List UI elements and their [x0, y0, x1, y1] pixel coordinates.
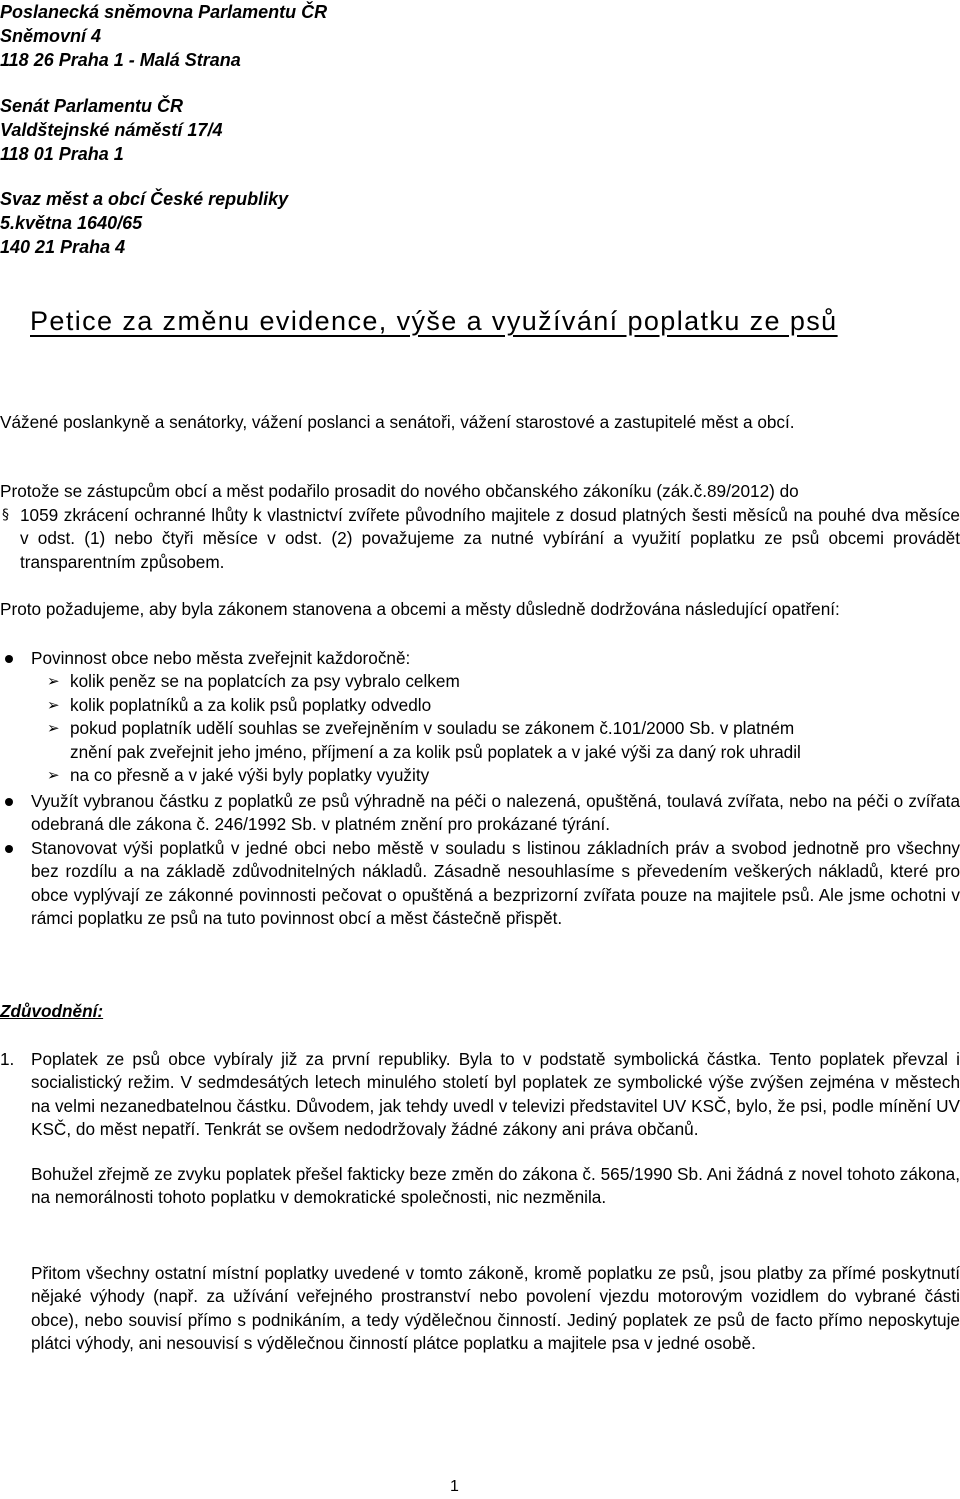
- reason-1: Poplatek ze psů obce vybíraly již za první republiky. Byla to v podstatě symbolická částka. Tento poplatek převzal i socialistický režim. V sedmdesátých letech minulého století byl poplatek ze symbolické výše zvýšen zejména v městech na velmi nezanedbatelnou částku. Důvodem, jak tehdy uvedl v televizi představitel UV KSČ, bylo, že psi, podle mínění UV KSČ, do měst nepatří. Tenkrát se ovšem nedodržovaly žádné zákony ani práva občanů.: [31, 1049, 960, 1140]
- arrow-bullet-icon: ➢: [47, 767, 60, 784]
- reason-1-paragraph-3: Přitom všechny ostatní místní poplatky uvedené v tomto zákoně, kromě poplatku ze psů, jsou platby za přímé poskytnutí nějaké výhody (např. za užívání veřejného prostranství nebo povolení vjezdu motorovým vozidlem do vybrané části obce), nebo souvisí přímo s podnikáním, a tedy výdělečnou činností. Jediný poplatek ze psů de facto přímo neposkytuje plátci výhody, ani nesouvisí s výdělečnou činností plátce poplatku a majitele psa v jedné osobě.: [31, 1263, 960, 1354]
- page-number: 1: [450, 1478, 459, 1495]
- demand-intro: Proto požadujeme, aby byla zákonem stanovena a obcemi a městy důsledně dodržována následující opatření:: [0, 599, 840, 619]
- sub-item-4: na co přesně a v jaké výši byly poplatky využity: [70, 765, 430, 785]
- paragraph-section-icon: §: [2, 507, 9, 523]
- intro-paragraph: [0, 504, 960, 574]
- address-line: 118 26 Praha 1 - Malá Strana: [0, 50, 241, 70]
- intro-text: 1059 zkrácení ochranné lhůty k vlastnictví zvířete původního majitele z dosud platných šesti měsíců na pouhé dva měsíce v odst. (1) nebo čtyři měsíce v odst. (2) považujeme za nutné vybírání a využití poplatku ze psů obcemi provádět transparentním způsobem.: [20, 505, 960, 572]
- address-line: Poslanecká sněmovna Parlamentu ČR: [0, 2, 328, 22]
- address-line: Senát Parlamentu ČR: [0, 96, 184, 116]
- intro-first-line: Protože se zástupcům obcí a měst podařilo prosadit do nového občanského zákoníku (zák.č.89/2012) do: [0, 481, 799, 501]
- address-block-union: [0, 187, 288, 259]
- reason-1-paragraph-2: Bohužel zřejmě ze zvyku poplatek přešel fakticky beze změn do zákona č. 565/1990 Sb. Ani žádná z novel tohoto zákona, na nemorálnosti tohoto poplatku v demokratické společnosti, nic nezměnila.: [31, 1164, 960, 1208]
- address-line: Svaz měst a obcí České republiky: [0, 189, 289, 209]
- address-line: 5.května 1640/65: [0, 213, 143, 233]
- bullet-item-2: Využít vybranou částku z poplatků ze psů výhradně na péči o nalezená, opuštěná, toulavá zvířata, nebo na péči o zvířata odebraná dle zákona č. 246/1992 Sb. v platném znění pro prokázané týrání.: [31, 791, 960, 835]
- document-title: Petice za změnu evidence, výše a využívání poplatku ze psů: [30, 306, 838, 336]
- sub-item-3-cont: znění pak zveřejnit jeho jméno, příjmení a za kolik psů poplatek a v jaké výši za daný rok uhradil: [70, 742, 801, 762]
- bullet-icon: [5, 798, 13, 806]
- reasoning-heading: Zdůvodnění:: [0, 1001, 104, 1021]
- salutation: Vážené poslankyně a senátorky, vážení poslanci a senátoři, vážení starostové a zastupitelé měst a obcí.: [0, 412, 795, 432]
- arrow-bullet-icon: ➢: [47, 697, 60, 714]
- address-block-senate: [0, 94, 222, 166]
- bullet-icon: [5, 845, 13, 853]
- bullet-item-3: Stanovovat výši poplatků v jedné obci nebo městě v souladu s listinou základních práv a svobod jednotně pro všechny bez rozdílu a na základě zdůvodnitelných nákladů. Zásadně nesouhlasíme s převedením veškerých nákladů, které pro obce vyplývají ze zákonné povinnosti pečovat o opuštěná a bezprizorní zvířata pouze na majitele psů. Ale jsme ochotni v rámci poplatku ze psů na tuto povinnost obcí a měst částečně přispět.: [31, 838, 960, 929]
- arrow-bullet-icon: ➢: [47, 720, 60, 737]
- sub-item-2: kolik poplatníků a za kolik psů poplatky odvedlo: [70, 695, 432, 715]
- bullet-icon: [5, 655, 13, 663]
- arrow-bullet-icon: ➢: [47, 673, 60, 690]
- reason-number: 1.: [0, 1049, 15, 1069]
- address-line: Valdštejnské náměstí 17/4: [0, 120, 223, 140]
- address-line: 118 01 Praha 1: [0, 144, 124, 164]
- bullet-item-1: Povinnost obce nebo města zveřejnit každoročně:: [31, 648, 411, 668]
- address-line: 140 21 Praha 4: [0, 237, 126, 257]
- address-line: Sněmovní 4: [0, 26, 102, 46]
- address-block-chamber: [0, 0, 327, 72]
- sub-item-3: pokud poplatník udělí souhlas se zveřejněním v souladu se zákonem č.101/2000 Sb. v platném: [70, 718, 795, 738]
- sub-item-1: kolik peněz se na poplatcích za psy vybralo celkem: [70, 671, 460, 691]
